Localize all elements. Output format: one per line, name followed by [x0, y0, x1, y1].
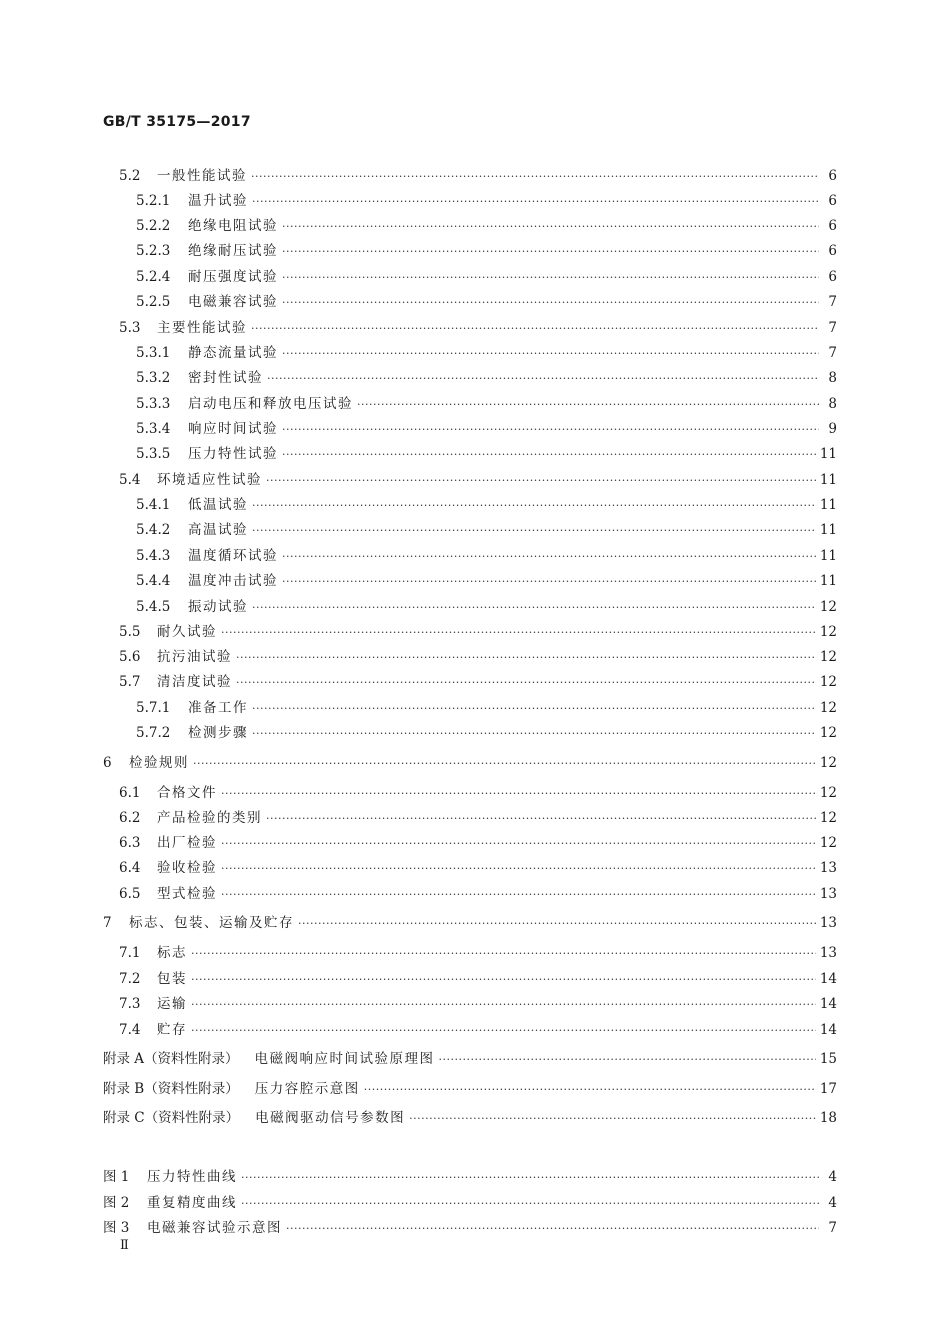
toc-entry-number: 5.6	[119, 649, 141, 665]
toc-entry-title: 静态流量试验	[188, 345, 278, 361]
toc-entry[interactable]	[103, 1079, 837, 1099]
toc-entry-page: 6	[828, 218, 837, 234]
toc-entry-page: 14	[819, 1022, 837, 1038]
toc-entry-title: 温度冲击试验	[188, 573, 278, 589]
toc-entry[interactable]	[136, 267, 837, 287]
toc-entry-page: 11	[819, 548, 837, 564]
toc-entry-number: 5.4.5	[136, 599, 171, 615]
toc-entry-page: 11	[819, 573, 837, 589]
toc-entry[interactable]	[136, 495, 837, 515]
toc-entry-title: 准备工作	[188, 700, 248, 716]
toc-entry-page: 14	[819, 996, 837, 1012]
toc-entry-number: 5.5	[119, 624, 141, 640]
toc-entry-title: 主要性能试验	[157, 320, 247, 336]
dot-leader	[252, 521, 816, 541]
toc-entry-page: 12	[819, 725, 837, 741]
toc-entry-page: 12	[819, 599, 837, 615]
toc-entry-number: 5.3.3	[136, 396, 171, 412]
toc-entry-number: 6	[103, 755, 112, 771]
toc-entry-number: 6.4	[119, 860, 141, 876]
toc-entry[interactable]	[119, 318, 837, 338]
dot-leader	[298, 914, 816, 934]
toc-entry-page: 13	[819, 886, 837, 902]
toc-entry-title: 出厂检验	[157, 835, 217, 851]
toc-entry-number: 附录 C（资料性附录）	[103, 1110, 240, 1126]
toc-entry-number: 5.4.2	[136, 522, 171, 538]
toc-entry-page: 14	[819, 971, 837, 987]
toc-entry-number: 5.3.5	[136, 446, 171, 462]
toc-entry-page: 9	[828, 421, 837, 437]
toc-entry[interactable]	[136, 292, 837, 312]
toc-entry-page: 18	[819, 1110, 837, 1126]
toc-entry-number: 5.4.1	[136, 497, 171, 513]
dot-leader	[364, 1080, 816, 1100]
dot-leader	[221, 784, 816, 804]
toc-entry[interactable]	[119, 969, 837, 989]
toc-entry-number: 附录 B（资料性附录）	[103, 1081, 239, 1097]
toc-entry-number: 5.7.1	[136, 700, 171, 716]
dot-leader	[191, 1021, 816, 1041]
dot-leader	[439, 1050, 816, 1070]
toc-entry-page: 7	[828, 294, 837, 310]
toc-entry-page: 17	[819, 1081, 837, 1097]
toc-entry-page: 13	[819, 945, 837, 961]
dot-leader	[282, 547, 816, 567]
dot-leader	[409, 1109, 816, 1129]
toc-entry-number: 5.4.4	[136, 573, 171, 589]
figure-entry-number: 图 1	[103, 1169, 130, 1185]
dot-leader	[282, 420, 819, 440]
toc-entry-title: 清洁度试验	[157, 674, 232, 690]
toc-entry-number: 5.3.4	[136, 421, 171, 437]
figure-entry[interactable]	[103, 1193, 837, 1213]
toc-entry-title: 振动试验	[188, 599, 248, 615]
toc-entry-title: 低温试验	[188, 497, 248, 513]
toc-entry[interactable]	[119, 783, 837, 803]
dot-leader	[236, 648, 816, 668]
toc-entry-page: 6	[828, 193, 837, 209]
standard-code-header: GB/T 35175—2017	[103, 114, 251, 130]
toc-entry-title: 电磁阀驱动信号参数图	[255, 1110, 406, 1126]
dot-leader	[282, 293, 819, 313]
toc-entry-page: 12	[819, 835, 837, 851]
figure-entry-title: 电磁兼容试验示意图	[147, 1220, 282, 1236]
toc-entry-number: 5.2.5	[136, 294, 171, 310]
dot-leader	[357, 395, 819, 415]
toc-entry-title: 高温试验	[188, 522, 248, 538]
dot-leader	[252, 598, 816, 618]
toc-entry-page: 7	[828, 345, 837, 361]
toc-entry-title: 环境适应性试验	[157, 472, 262, 488]
toc-entry-title: 启动电压和释放电压试验	[188, 396, 353, 412]
toc-entry-title: 温度循环试验	[188, 548, 278, 564]
dot-leader	[221, 623, 816, 643]
page-number: Ⅱ	[120, 1238, 129, 1253]
toc-entry-number: 7.1	[119, 945, 141, 961]
toc-entry-title: 耐压强度试验	[188, 269, 278, 285]
toc-entry[interactable]	[136, 597, 837, 617]
figure-entry-page: 7	[828, 1220, 837, 1236]
toc-entry-title: 产品检验的类别	[157, 810, 262, 826]
toc-entry-number: 5.7.2	[136, 725, 171, 741]
dot-leader	[252, 192, 819, 212]
toc-entry-page: 6	[828, 168, 837, 184]
toc-entry[interactable]	[136, 723, 837, 743]
toc-entry-number: 5.4	[119, 472, 141, 488]
toc-entry[interactable]	[136, 216, 837, 236]
toc-entry[interactable]	[119, 808, 837, 828]
toc-entry-title: 检验规则	[129, 755, 189, 771]
dot-leader	[282, 242, 819, 262]
toc-entry-number: 6.3	[119, 835, 141, 851]
toc-entry-number: 5.2.2	[136, 218, 171, 234]
figure-entry-page: 4	[828, 1195, 837, 1211]
toc-entry-number: 5.2.4	[136, 269, 171, 285]
toc-entry-number: 7.4	[119, 1022, 141, 1038]
dot-leader	[252, 699, 816, 719]
dot-leader	[282, 344, 819, 364]
toc-entry-number: 7	[103, 915, 112, 931]
toc-entry-number: 6.1	[119, 785, 141, 801]
toc-entry[interactable]	[136, 368, 837, 388]
toc-entry-title: 压力特性试验	[188, 446, 278, 462]
toc-entry[interactable]	[119, 470, 837, 490]
toc-entry-page: 13	[819, 860, 837, 876]
dot-leader	[286, 1219, 819, 1239]
toc-entry-number: 6.2	[119, 810, 141, 826]
toc-entry[interactable]	[119, 858, 837, 878]
toc-entry-number: 5.3.2	[136, 370, 171, 386]
dot-leader	[236, 673, 816, 693]
dot-leader	[282, 572, 816, 592]
toc-entry-page: 12	[819, 810, 837, 826]
toc-entry-title: 验收检验	[157, 860, 217, 876]
dot-leader	[252, 496, 816, 516]
toc-entry-title: 包装	[157, 971, 187, 987]
toc-entry[interactable]	[119, 1020, 837, 1040]
dot-leader	[266, 471, 816, 491]
toc-entry-page: 13	[819, 915, 837, 931]
dot-leader	[221, 859, 816, 879]
toc-entry[interactable]	[136, 698, 837, 718]
toc-entry-number: 6.5	[119, 886, 141, 902]
toc-entry[interactable]	[136, 394, 837, 414]
toc-entry-number: 5.7	[119, 674, 141, 690]
figure-entry-number: 图 3	[103, 1220, 130, 1236]
toc-entry[interactable]	[119, 884, 837, 904]
toc-entry-title: 响应时间试验	[188, 421, 278, 437]
toc-entry-title: 运输	[157, 996, 187, 1012]
toc-entry[interactable]	[136, 444, 837, 464]
toc-entry-page: 8	[828, 370, 837, 386]
toc-entry-title: 电磁阀响应时间试验原理图	[254, 1051, 435, 1067]
toc-entry-title: 电磁兼容试验	[188, 294, 278, 310]
dot-leader	[282, 445, 816, 465]
toc-entry-title: 型式检验	[157, 886, 217, 902]
dot-leader	[221, 885, 816, 905]
figure-entry[interactable]	[103, 1167, 837, 1187]
toc-entry[interactable]	[136, 419, 837, 439]
toc-entry-number: 5.2.1	[136, 193, 171, 209]
toc-entry[interactable]	[136, 241, 837, 261]
toc-entry[interactable]	[103, 753, 837, 773]
toc-entry-number: 5.2.3	[136, 243, 171, 259]
toc-entry-page: 15	[819, 1051, 837, 1067]
dot-leader	[251, 167, 819, 187]
toc-entry[interactable]	[136, 343, 837, 363]
toc-entry-number: 5.3.1	[136, 345, 171, 361]
toc-entry[interactable]	[119, 166, 837, 186]
toc-entry-page: 11	[819, 446, 837, 462]
dot-leader	[221, 834, 816, 854]
figure-entry-number: 图 2	[103, 1195, 130, 1211]
toc-entry-page: 8	[828, 396, 837, 412]
toc-entry[interactable]	[119, 994, 837, 1014]
toc-entry-page: 11	[819, 497, 837, 513]
toc-entry-page: 6	[828, 243, 837, 259]
toc-entry-number: 7.3	[119, 996, 141, 1012]
toc-entry-title: 标志	[157, 945, 187, 961]
dot-leader	[191, 970, 816, 990]
toc-entry-number: 5.3	[119, 320, 141, 336]
toc-entry-number: 5.2	[119, 168, 141, 184]
dot-leader	[282, 217, 819, 237]
dot-leader	[191, 995, 816, 1015]
toc-entry[interactable]	[136, 571, 837, 591]
toc-entry-page: 12	[819, 649, 837, 665]
toc-entry-number: 附录 A（资料性附录）	[103, 1051, 239, 1067]
toc-entry-title: 贮存	[157, 1022, 187, 1038]
toc-entry-page: 12	[819, 755, 837, 771]
toc-entry-title: 绝缘耐压试验	[188, 243, 278, 259]
dot-leader	[193, 754, 816, 774]
toc-entry-title: 抗污油试验	[157, 649, 232, 665]
dot-leader	[251, 319, 819, 339]
dot-leader	[252, 724, 816, 744]
toc-entry[interactable]	[103, 1108, 837, 1128]
toc-entry[interactable]	[119, 943, 837, 963]
toc-entry[interactable]	[103, 1049, 837, 1069]
dot-leader	[266, 809, 816, 829]
figure-entry-title: 压力特性曲线	[147, 1169, 237, 1185]
dot-leader	[241, 1194, 819, 1214]
toc-entry-page: 7	[828, 320, 837, 336]
toc-entry[interactable]	[119, 672, 837, 692]
toc-entry-title: 温升试验	[188, 193, 248, 209]
toc-entry-title: 密封性试验	[188, 370, 263, 386]
toc-entry[interactable]	[136, 191, 837, 211]
toc-entry-title: 耐久试验	[157, 624, 217, 640]
dot-leader	[282, 268, 819, 288]
toc-entry[interactable]	[136, 520, 837, 540]
figure-entry-title: 重复精度曲线	[147, 1195, 237, 1211]
toc-entry-page: 11	[819, 522, 837, 538]
toc-entry-title: 合格文件	[157, 785, 217, 801]
toc-entry[interactable]	[119, 833, 837, 853]
toc-entry-title: 一般性能试验	[157, 168, 247, 184]
toc-entry[interactable]	[119, 622, 837, 642]
toc-entry-page: 11	[819, 472, 837, 488]
toc-entry-title: 标志、包装、运输及贮存	[129, 915, 294, 931]
dot-leader	[241, 1168, 819, 1188]
toc-entry[interactable]	[136, 546, 837, 566]
toc-entry-page: 12	[819, 674, 837, 690]
toc-entry[interactable]	[119, 647, 837, 667]
toc-entry-page: 12	[819, 785, 837, 801]
toc-entry-title: 检测步骤	[188, 725, 248, 741]
dot-leader	[267, 369, 819, 389]
toc-entry-title: 压力容腔示意图	[254, 1081, 360, 1097]
figure-entry-page: 4	[828, 1169, 837, 1185]
toc-entry-number: 5.4.3	[136, 548, 171, 564]
figure-entry[interactable]	[103, 1218, 837, 1238]
toc-entry-title: 绝缘电阻试验	[188, 218, 278, 234]
toc-entry-number: 7.2	[119, 971, 141, 987]
toc-entry[interactable]	[103, 913, 837, 933]
dot-leader	[191, 944, 816, 964]
toc-entry-page: 12	[819, 624, 837, 640]
toc-entry-page: 12	[819, 700, 837, 716]
toc-entry-page: 6	[828, 269, 837, 285]
